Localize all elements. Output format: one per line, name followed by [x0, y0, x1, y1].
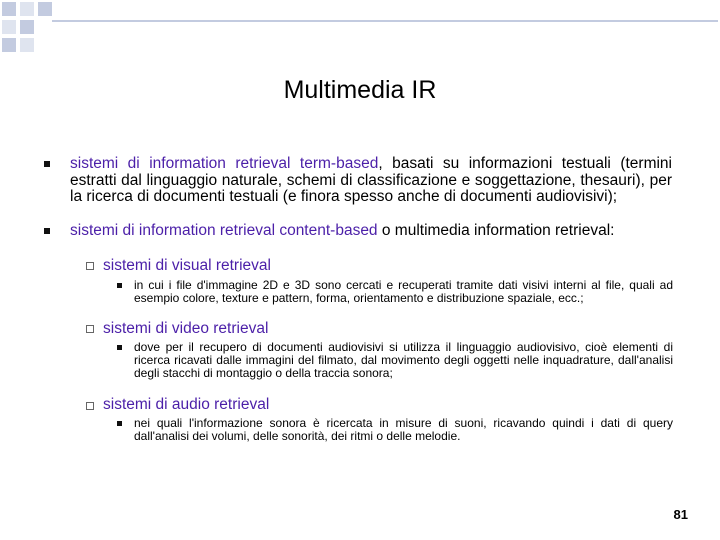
list-item: [70, 223, 672, 240]
bullet-square-icon: [44, 228, 50, 234]
item-lead: sistemi di information retrieval term-based: [70, 155, 379, 172]
sub-item-detail: nei quali l'informazione sonora è ricercata in misure di suoni, ricavando quindi i dati di query dall'analisi dei volumi, delle sonorità, dei ritmi o delle melodie.: [134, 416, 673, 444]
sub-item-label: sistemi di audio retrieval: [103, 396, 270, 413]
bullet-box-icon: [86, 262, 94, 270]
bullet-box-icon: [86, 325, 94, 333]
bullet-square-icon: [117, 421, 122, 426]
slide-title: Multimedia IR: [283, 76, 437, 104]
bullet-square-icon: [117, 345, 122, 350]
bullet-square-icon: [117, 283, 122, 288]
item-lead: sistemi di information retrieval content-based: [70, 222, 378, 239]
sub-item-detail: dove per il recupero di documenti audiovisivi si utilizza il linguaggio audiovisivo, cioè elementi di ricerca ricavati dalle immagini del filmato, dal movimento degli oggetti nelle inquadrature, dall'analisi degli stacchi di montaggio o della traccia sonora;: [134, 340, 673, 381]
bullet-square-icon: [44, 161, 50, 167]
sub-item-detail: in cui i file d'immagine 2D e 3D sono cercati e recuperati tramite dati visivi interni al file, quali ad esempio colore, texture e pattern, forma, orientamento e distribuzione spaziale, ecc.;: [134, 278, 673, 306]
sub-item-label: sistemi di visual retrieval: [103, 257, 271, 274]
item-text: o multimedia information retrieval:: [377, 222, 615, 239]
item-text: , basati su informazioni testuali (termini estratti dal linguaggio naturale, schemi di classificazione e soggettazione, thesauri), per la ricerca di documenti testuali (e finora spesso anche di documenti audiovisivi);: [70, 155, 672, 205]
page-number: 81: [673, 507, 688, 522]
sub-item-label: sistemi di video retrieval: [103, 320, 269, 337]
corner-decoration: [0, 0, 720, 60]
bullet-box-icon: [86, 402, 94, 410]
list-item: [70, 156, 672, 206]
